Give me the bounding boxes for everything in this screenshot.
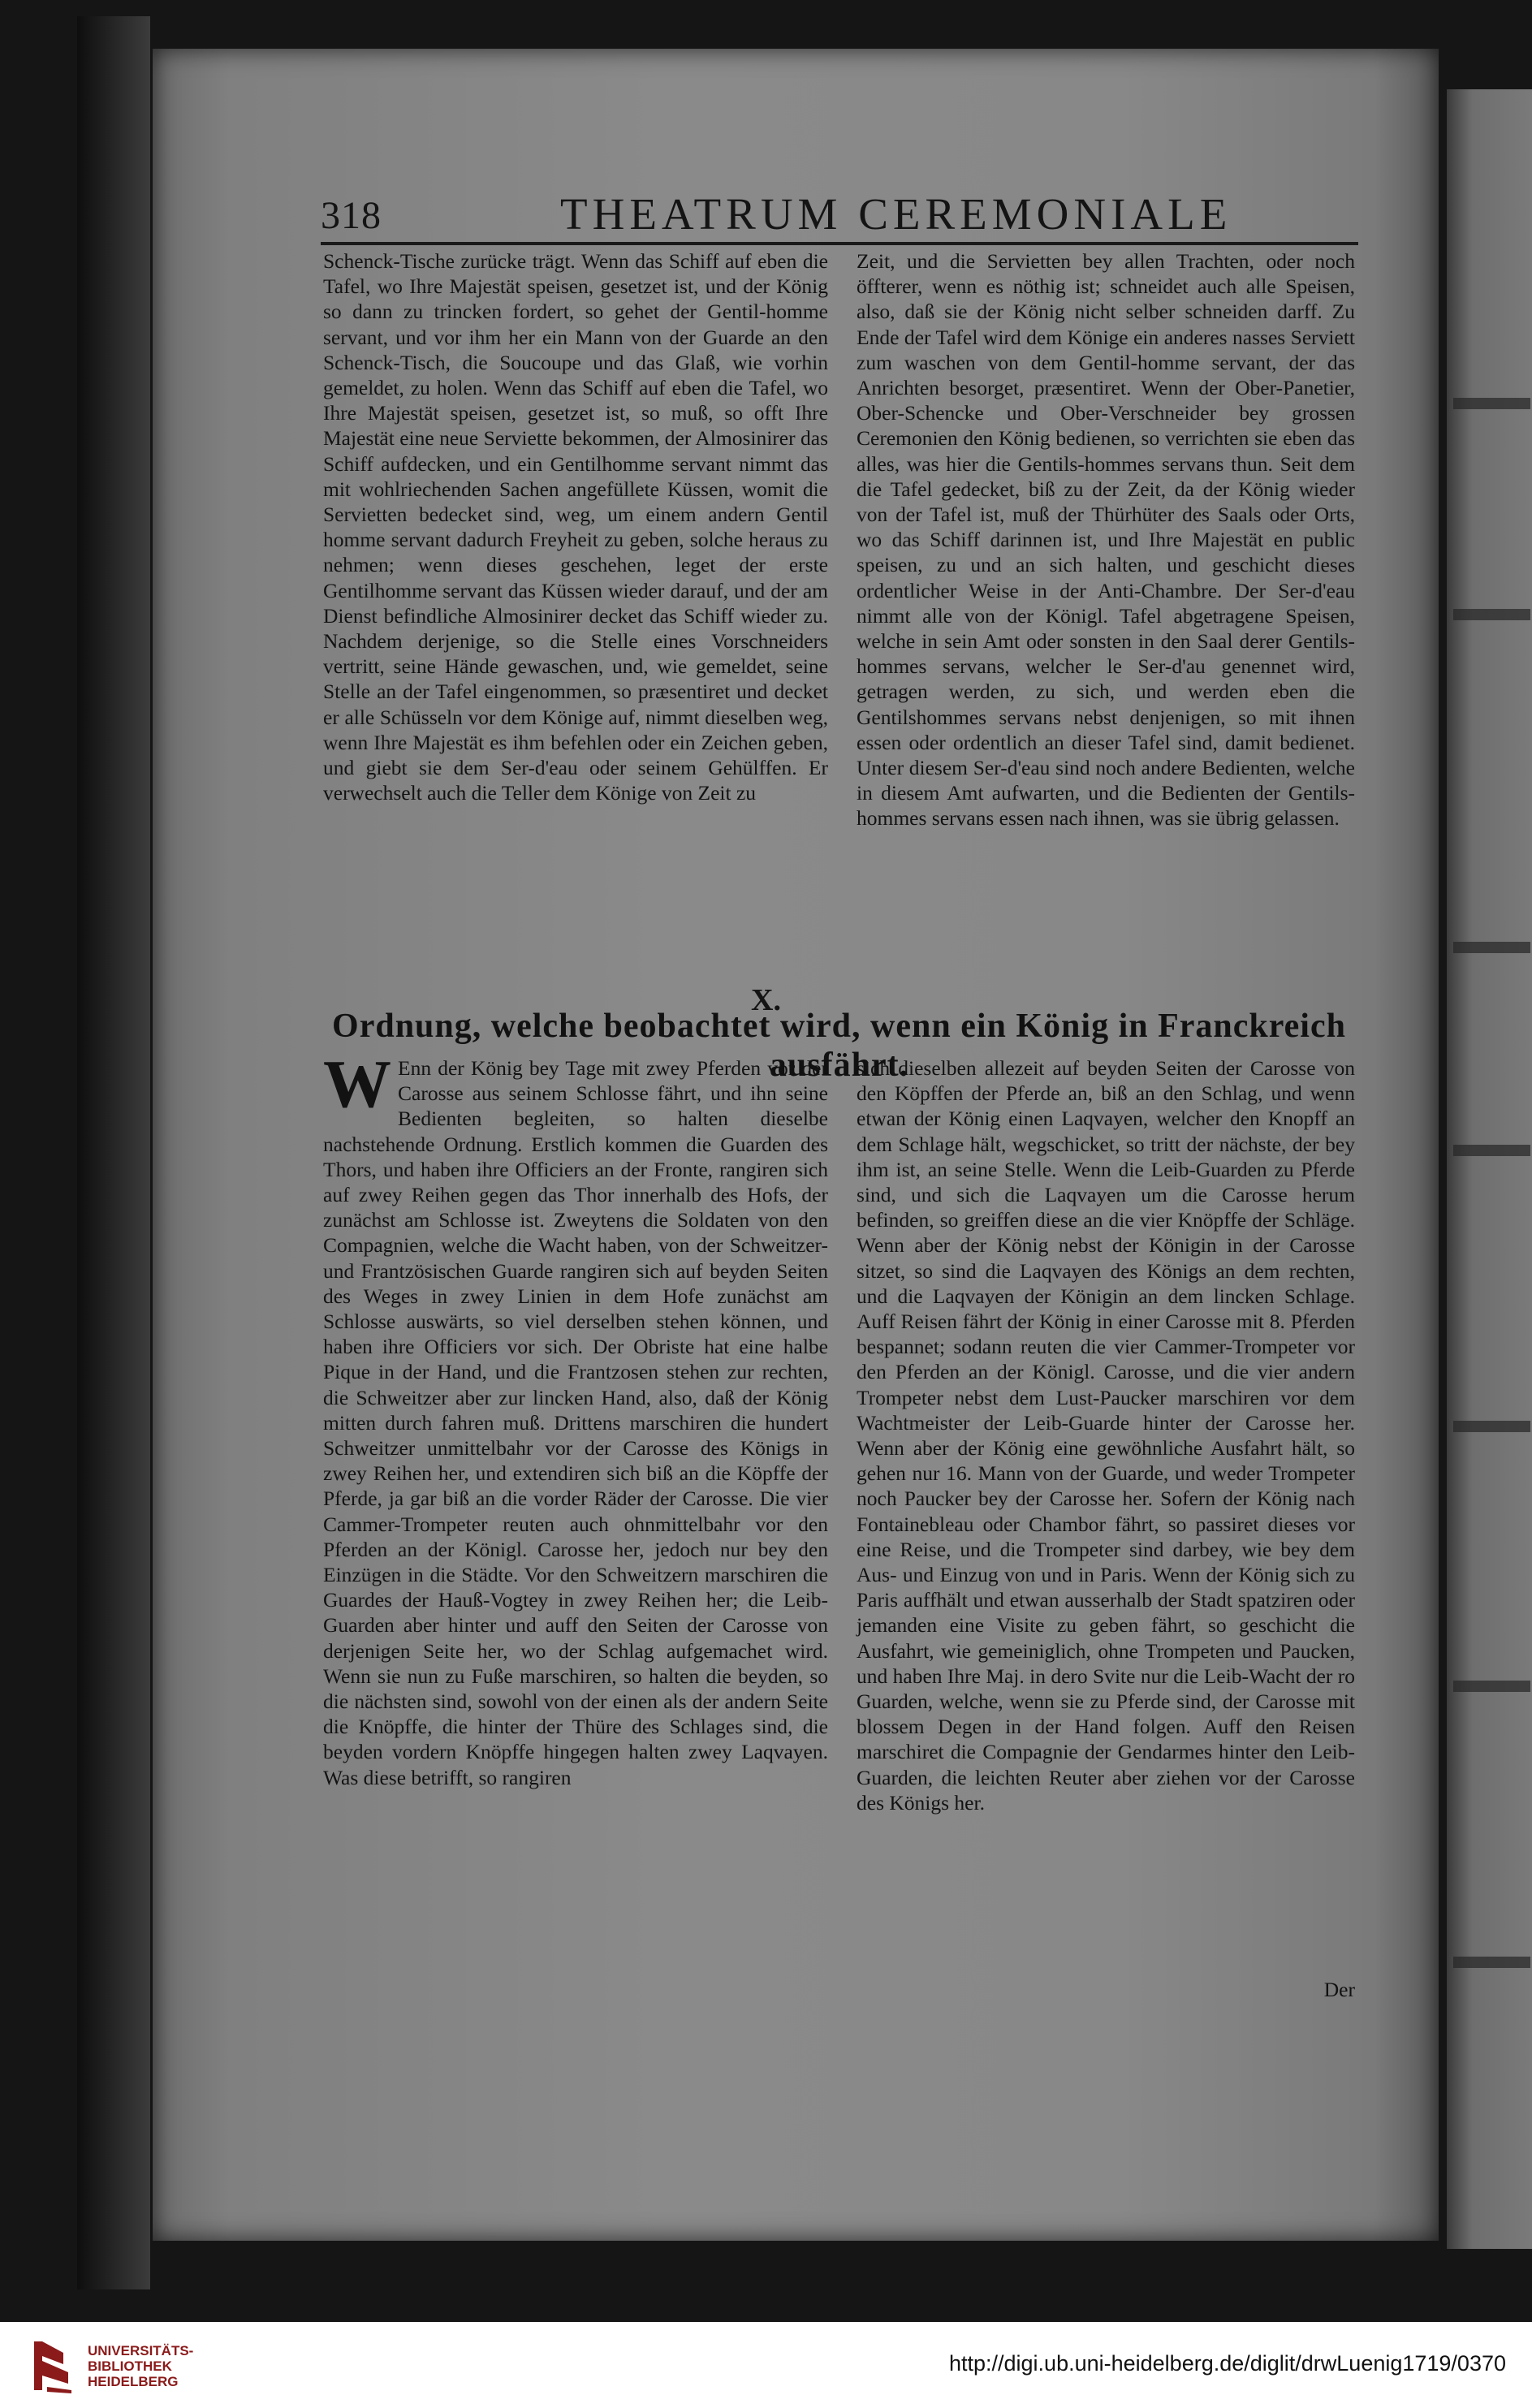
next-page-text-line xyxy=(1453,1681,1530,1692)
next-page-text-line xyxy=(1453,398,1530,409)
next-page-text-line xyxy=(1453,1145,1530,1156)
text-column-right-top: Zeit, und die Servietten bey allen Trachten, oder noch öffterer, wenn es nöthig ist; schneidet auch alle Speisen, also, daß sie der König nicht selber schneiden darff. Zu Ende der Tafel wird dem Könige ein anderes nasses Serviett zum waschen von dem Gentil-homme servant, der das Anrichten besorget, præsentiret. Wenn der Ober-Panetier, Ober-Schencke und Ober-Verschneider bey grossen Ceremonien den König bedienen, so verrichten sie eben das alles, was hier die Gentils-hommes servans thun. Seit dem die Tafel gedecket, biß zu der Zeit, da der König wieder von der Tafel ist, muß der Thürhüter des Saals oder Orts, wo das Schiff darinnen ist, und Ihre Majestät en public speisen, zu und an sich halten, und geschicht dieses ordentlicher Weise in der Anti-Chambre. Der Ser-d'eau nimmt alle von der Königl. Tafel abgetragene Speisen, welche in sein Amt oder sonsten in den Saal derer Gentils-hommes servans, welcher le Ser-d'au genennet wird, getragen werden, zu sich, und werden eben die Gentilshommes servans nebst denjenigen, so mit ihnen essen oder ordentlich an dieser Tafel sind, damit bedienet. Unter diesem Ser-d'eau sind noch andere Bedienten, welche in diesem Amt aufwarten, und die Bedienten der Gentils-hommes servans essen nach ihnen, was sie übrig gelassen. xyxy=(857,249,1355,831)
library-name-line: BIBLIOTHEK xyxy=(88,2358,172,2374)
next-page-text-line xyxy=(1453,609,1530,620)
library-name[interactable] xyxy=(88,2343,193,2389)
running-head: THEATRUM CEREMONIALE xyxy=(560,189,1232,239)
next-page-text-line xyxy=(1453,1421,1530,1432)
section-number: X. xyxy=(751,983,781,1017)
page-number: 318 xyxy=(321,194,382,237)
text-column-left-top: Schenck-Tische zurücke trägt. Wenn das Schiff auf eben die Tafel, wo Ihre Majestät speisen, gesetzet ist, und der König so dann zu trincken fordert, so gehet der Gentil-homme servant, und vor ihm her ein Mann von der Guarde an den Schenck-Tisch, die Soucoupe und das Glaß, wie vorhin gemeldet, zu holen. Wenn das Schiff auf eben die Tafel, wo Ihre Majestät speisen, gesetzet ist, so muß, so offt Ihre Majestät eine neue Serviette bekommen, der Almosinirer das Schiff aufdecken, und ein Gentilhomme servant nimmt das mit wohlriechenden Sachen angefüllete Küssen, womit die Servietten bedecket sind, weg, um einem andern Gentil homme servant dadurch Freyheit zu geben, solche heraus zu nehmen; wenn dieses geschehen, leget der erste Gentilhomme servant das Küssen wieder darauf, und der am Dienst befindliche Almosinirer decket das Schiff wieder zu. Nachdem derjenige, so die Stelle eines Vorschneiders vertritt, seine Hände gewaschen, und, wie gemeldet, seine Stelle an der Tafel eingenommen, so præsentiret und decket er alle Schüsseln vor dem Könige auf, nimmt dieselben weg, wenn Ihre Majestät es ihm befehlen oder ein Zeichen geben, und giebt sie dem Ser-d'eau oder seinem Gehülffen. Er verwechselt auch die Teller dem Könige von Zeit zu xyxy=(323,249,828,805)
catchword: Der xyxy=(1323,1978,1355,2001)
drop-cap: W xyxy=(323,1046,391,1122)
section-title: Ordnung, welche beobachtet wird, wenn ein König in Franckreich ausfährt. xyxy=(332,1008,1346,1084)
source-url-link[interactable]: http://digi.ub.uni-heidelberg.de/diglit/drwLuenig1719/0370 xyxy=(948,2351,1506,2376)
library-name-line: HEIDELBERG xyxy=(88,2374,179,2389)
book-spine xyxy=(77,16,150,2289)
library-name-line: UNIVERSITÄTS- xyxy=(88,2343,194,2358)
text-column-right-bottom: sich dieselben allezeit auf beyden Seiten der Carosse von den Köpffen der Pferde an, biß an den Schlag, und wenn etwan der König einen Laqvayen, welcher den Knopff an dem Schlage hält, wegschicket, so tritt der nächste, der bey ihm ist, an seine Stelle. Wenn die Leib-Guarden zu Pferde sind, und sich die Laqvayen um die Carosse herum befinden, so greiffen diese an die vier Knöpffe der Schläge. Wenn aber der König nebst der Königin in der Carosse sitzet, so sind die Laqvayen des Königs an dem rechten, und die Laqvayen der Königin an dem lincken Schlage. Auff Reisen fährt der König in einer Carosse mit 8. Pferden bespannet; sodann reuten die vier Cammer-Trompeter vor den Pferden an der Königl. Carosse, und die vier andern Trompeter nebst dem Lust-Paucker marschiren vor dem Wachtmeister der Leib-Guarde hinter der Carosse her. Wenn aber der König eine gewöhnliche Ausfahrt hält, so gehen nur 16. Mann von der Guarde, und weder Trompeter noch Paucker bey der Carosse her. Sofern der König nach Fontainebleau oder Chambor fährt, so passiret dieses vor eine Reise, und die Trompeter sind darbey, wie bey dem Aus- und Einzug von und in Paris. Wenn der König sich zu Paris auffhält und etwan ausserhalb der Stadt spatziren oder jemanden eine Visite zu geben fährt, so geschicht die Ausfahrt, wie gemeiniglich, ohne Trompeten und Paucken, und haben Ihre Maj. in dero Svite nur die Leib-Wacht der ro Guarden, welche, wenn sie zu Pferde sind, der Carosse mit blossem Degen in der Hand folgen. Auff den Reisen marschiret die Compagnie der Gendarmes hinter den Leib-Guarden, die leichten Reuter aber ziehen vor der Carosse des Königs her. xyxy=(857,1056,1355,1815)
heidelberg-library-logo-icon[interactable] xyxy=(31,2337,76,2395)
next-page-text-line xyxy=(1453,942,1530,953)
header-rule xyxy=(321,242,1358,245)
text-column-left-bottom xyxy=(323,1046,828,1790)
section-body-left: Enn der König bey Tage mit zwey Pferden vor der Carosse aus seinem Schlosse fährt, und ihn seine Bedienten begleiten, so halten dieselbe nachstehende Ordnung. Erstlich kommen die Guarden des Thors, und haben ihre Officiers an der Fronte, rangiren sich auf zwey Reihen gegen das Thor innerhalb des Hofs, der zunächst am Schlosse ist. Zweytens die Soldaten von den Compagnien, welche die Wacht haben, von der Schweitzer- und Frantzösischen Guarde rangiren sich auf beyden Seiten des Weges in zwey Linien in dem Hofe zunächst am Schlosse auswärts, so viel derselben stehen können, und haben ihre Officiers vor sich. Der Obriste hat eine halbe Pique in der Hand, und die Frantzosen stehen zur rechten, die Schweitzer aber zur lincken Hand, also, daß der König mitten durch fahren muß. Drittens marschiren die hundert Schweitzer unmittelbahr vor der Carosse des Königs in zwey Reihen her, und extendiren sich biß an die Köpffe der Pferde, ja gar biß an die vorder Räder der Carosse. Die vier Cammer-Trompeter reuten auch ohnmittelbahr vor den Pferden an der Königl. Carosse her, jedoch nur bey den Einzügen in die Städte. Vor den Schweitzern marschiren die Guardes der Hauß-Vogtey in zwey Reihen her; die Leib-Guarden aber hinter und auff den Seiten der Carosse von derjenigen Seite her, wo der Schlag aufgemachet wird. Wenn sie nun zu Fuße marschiren, so halten die beyden, so die nächsten sind, sowohl von der einen als der andern Seite die Knöpffe, die hinter der Thüre des Schlages sind, die beyden vordern Knöpffe hingegen halten zwey Laqvayen. Was diese betrifft, so rangiren xyxy=(323,1056,828,1789)
next-page-text-line xyxy=(1453,1957,1530,1968)
next-page-edge xyxy=(1447,89,1532,2249)
footer-bar xyxy=(0,2322,1532,2408)
